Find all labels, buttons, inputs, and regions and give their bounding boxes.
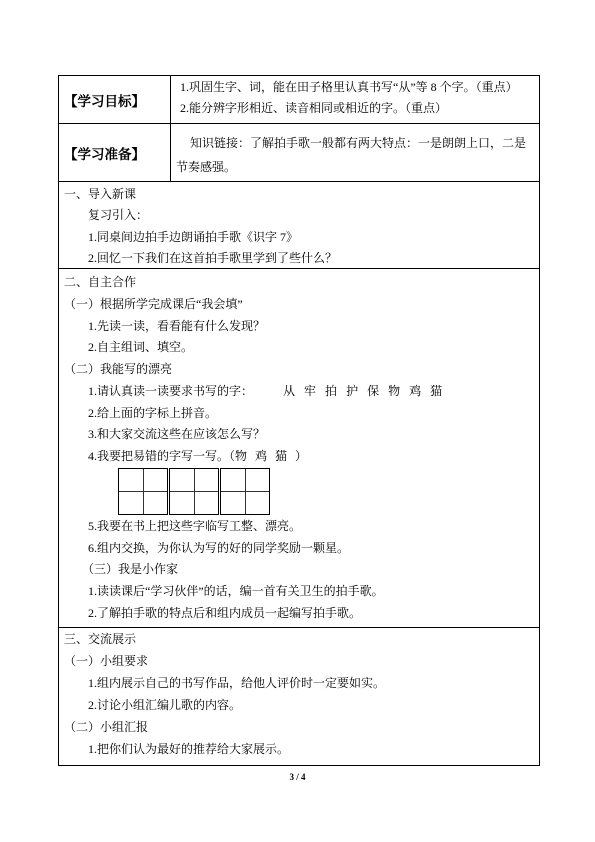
section-title: 一、导入新课 <box>64 187 137 201</box>
target-character: 牢 <box>304 383 317 398</box>
section-line: 4.我要把易错的字写一写。（物 鸡 猫 ） <box>88 449 308 463</box>
preparation-label: 【学习准备】 <box>64 146 145 162</box>
preparation-row <box>59 123 539 181</box>
subsection-heading: （一）根据所学完成课后“我会填” <box>64 296 243 311</box>
target-character: 鸡 <box>409 383 422 398</box>
section-title: 二、自主合作 <box>64 275 137 289</box>
section-line: 2.给上面的字标上拼音。 <box>88 405 218 420</box>
objective-item: 2.能分辨字形相近、读音相同或相近的字。（重点） <box>180 101 448 115</box>
section-line: 1.读读课后“学习伙伴”的话，编一首有关卫生的拍手歌。 <box>88 584 384 598</box>
section-line: 2.讨论小组汇编儿歌的内容。 <box>88 698 242 712</box>
section-line: 1.同桌间边拍手边朗诵拍手歌《识字 7》 <box>88 229 299 244</box>
subsection-heading: （一）小组要求 <box>64 654 149 668</box>
target-character: 保 <box>367 383 380 398</box>
cooperation-section <box>59 268 539 627</box>
subsection-heading: （三）我是小作家 <box>82 562 179 577</box>
tianzige-box <box>220 468 270 515</box>
section-line: 6.组内交换，为你认为写的好的同学奖励一颗星。 <box>88 540 350 555</box>
section-line: 1.把你们认为最好的推荐给大家展示。 <box>88 742 290 756</box>
section-line: 2.了解拍手歌的特点后和组内成员一起编写拍手歌。 <box>88 605 362 620</box>
objective-item: 1.巩固生字、词，能在田子格里认真书写“从”等 8 个字。（重点） <box>180 80 518 94</box>
section-title: 三、交流展示 <box>64 632 137 646</box>
section-line: 复习引入： <box>88 208 149 223</box>
section-line: 1.先读一读，看看能有什么发现？ <box>88 318 266 333</box>
section-line: 1.组内展示自己的书写作品，给他人评价时一定要如实。 <box>88 676 386 690</box>
lesson-plan-table <box>58 75 540 766</box>
target-character: 拍 <box>325 383 338 398</box>
writing-grid <box>64 468 539 516</box>
preparation-label-cell <box>59 124 171 181</box>
section-line: 2.回忆一下我们在这首拍手歌里学到了些什么？ <box>88 250 338 265</box>
target-character: 猫 <box>430 383 443 398</box>
objectives-content-cell <box>171 76 539 123</box>
intro-section <box>59 181 539 268</box>
target-character: 护 <box>346 383 359 398</box>
preparation-text-line: 知识链接：了解拍手歌一般都有两大特点：一是朗朗上口，二是 <box>190 136 527 150</box>
subsection-heading: （二）小组汇报 <box>64 720 149 734</box>
read-prompt: 1.请认真读一读要求书写的字： <box>88 383 254 398</box>
section-line: 3.和大家交流这些在应该怎么写？ <box>88 427 266 442</box>
subsection-heading: （二）我能写的漂亮 <box>64 362 173 376</box>
page-number: 3 / 4 <box>289 772 306 782</box>
tianzige-box <box>169 468 219 515</box>
target-character: 从 <box>283 383 296 398</box>
preparation-content-cell <box>171 124 539 181</box>
objectives-label: 【学习目标】 <box>64 93 145 109</box>
objectives-row <box>59 76 539 123</box>
tianzige-box <box>118 468 168 515</box>
read-characters-line <box>64 381 539 403</box>
preparation-text-line: 节奏感强。 <box>176 160 237 174</box>
objectives-label-cell <box>59 76 171 123</box>
target-character: 物 <box>388 383 401 398</box>
section-line: 5.我要在书上把这些字临写工整、漂亮。 <box>88 518 302 533</box>
section-line: 2.自主组词、填空。 <box>88 340 194 355</box>
presentation-section <box>59 627 539 765</box>
